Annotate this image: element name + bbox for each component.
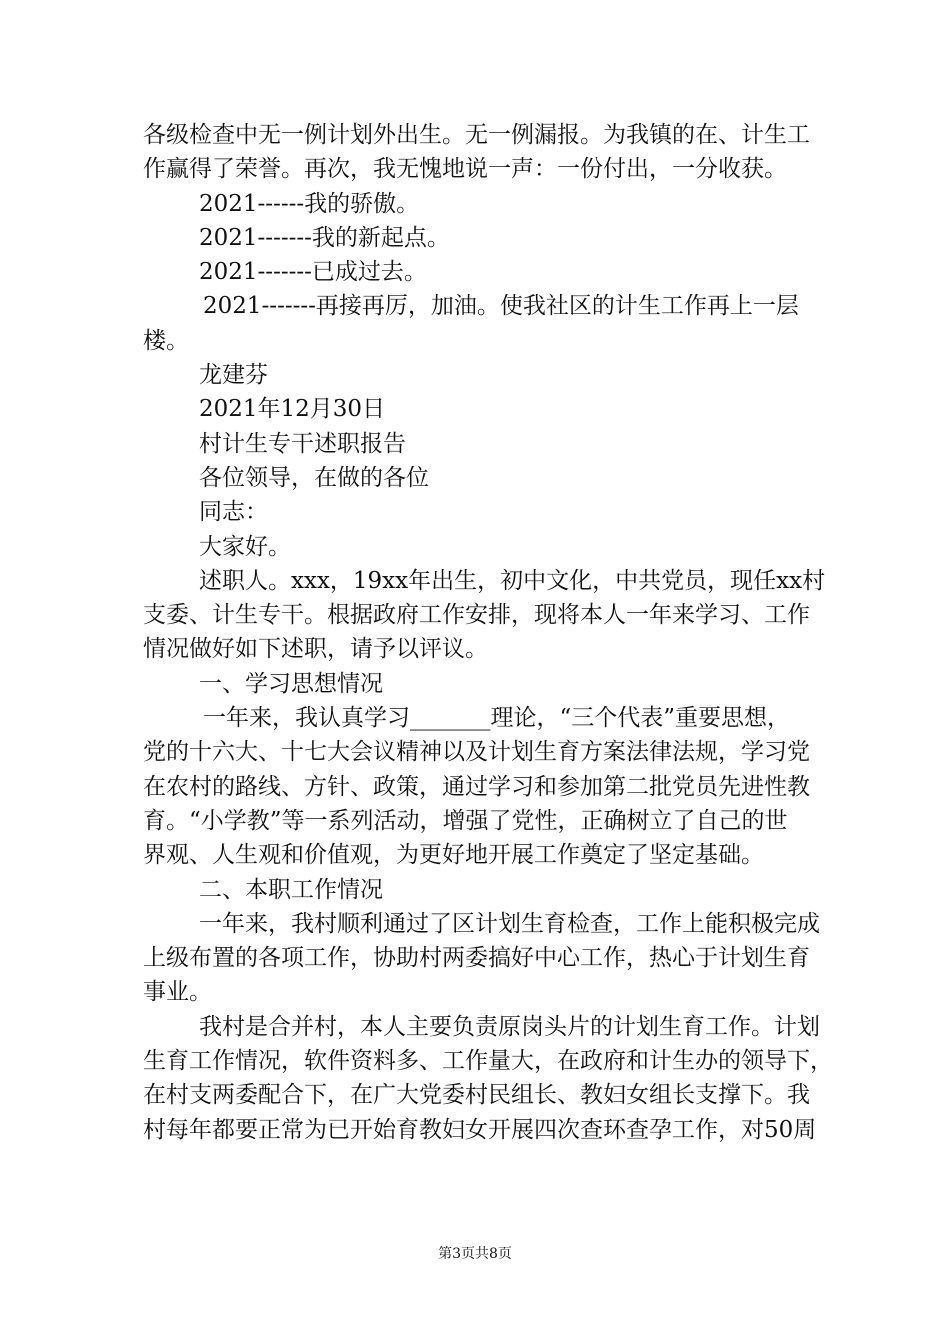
text-line: 界观、人生观和价值观，为更好地开展工作奠定了坚定基础。 xyxy=(143,842,764,869)
text-line: 各级检查中无一例计划外出生。无一例漏报。为我镇的在、计生工 xyxy=(143,122,810,148)
text-line: 2021-------我的新起点。 xyxy=(199,224,450,251)
text-line: 育。“小学教”等一系列活动，增强了党性，正确树立了自己的世 xyxy=(143,807,788,834)
section-heading: 一、学习思想情况 xyxy=(199,670,383,697)
text-line: 上级布置的各项工作，协助村两委搞好中心工作，热心于计划生育 xyxy=(143,945,810,972)
text-line: 生育工作情况，软件资料多、工作量大，在政府和计生办的领导下， xyxy=(143,1048,833,1075)
text-line: 党的十六大、十七大会议精神以及计划生育方案法律法规，学习党 xyxy=(143,739,810,766)
section-heading: 二、本职工作情况 xyxy=(199,876,383,903)
text-line: 一年来，我认真学习_______理论，“三个代表”重要思想， xyxy=(203,705,791,732)
text-line: 在农村的路线、方针、政策，通过学习和参加第二批党员先进性教 xyxy=(143,773,810,800)
text-line: 支委、计生专干。根据政府工作安排，现将本人一年来学习、工作 xyxy=(143,602,810,629)
text-line: 楼。 xyxy=(143,327,189,354)
text-line: 一年来，我村顺利通过了区计划生育检查，工作上能积极完成 xyxy=(199,910,820,937)
signature-name: 龙建芬 xyxy=(199,362,268,389)
text-line: 我村是合并村，本人主要负责原岗头片的计划生育工作。计划 xyxy=(199,1013,820,1040)
text-line: 情况做好如下述职，请予以评议。 xyxy=(143,636,488,663)
text-line: 2021-------已成过去。 xyxy=(199,259,427,286)
text-line: 事业。 xyxy=(143,979,212,1006)
text-line: 2021-------再接再厉，加油。使我社区的计生工作再上一层 xyxy=(203,293,799,320)
text-line: 述职人。xxx，19xx年出生，初中文化，中共党员，现任xx村 xyxy=(199,567,826,594)
text-line: 村每年都要正常为已开始育教妇女开展四次查环查孕工作，对50周 xyxy=(143,1116,817,1143)
salutation: 同志： xyxy=(199,499,268,526)
salutation: 各位领导，在做的各位 xyxy=(199,464,429,491)
greeting: 大家好。 xyxy=(199,533,291,560)
page-number: 第3页共8页 xyxy=(438,1246,512,1262)
text-line: 2021------我的骄傲。 xyxy=(199,190,420,217)
signature-date: 2021年12月30日 xyxy=(199,396,386,423)
text-line: 作赢得了荣誉。再次，我无愧地说一声：一份付出，一分收获。 xyxy=(143,156,787,183)
text-line: 在村支两委配合下，在广大党委村民组长、教妇女组长支撑下。我 xyxy=(143,1082,810,1109)
report-title: 村计生专干述职报告 xyxy=(199,430,406,457)
document-body xyxy=(143,118,833,1147)
